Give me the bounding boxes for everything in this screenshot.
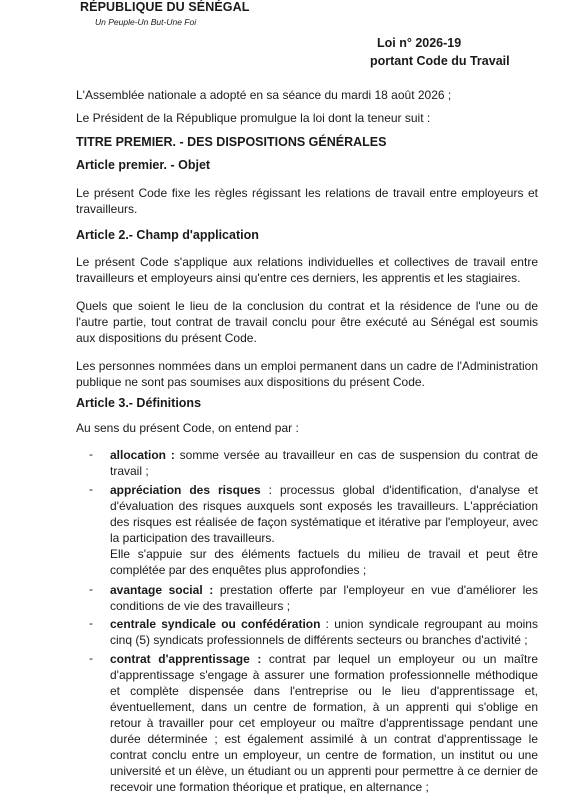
- definition-term: avantage social :: [110, 583, 214, 597]
- definition-text: somme versée au travailleur en cas de suspension du contrat de travail ;: [110, 448, 538, 478]
- article-1-heading: Article premier. - Objet: [76, 158, 211, 172]
- definition-term: contrat d'apprentissage :: [110, 652, 262, 666]
- article-2-heading: Article 2.- Champ d'application: [76, 228, 259, 242]
- list-bullet: -: [89, 482, 93, 496]
- article-1-text: Le présent Code fixe les règles régissant les relations de travail entre employeurs et travailleurs.: [76, 186, 538, 216]
- definition-text: : processus global d'identification, d'analyse et d'évaluation des risques auxquels sont exposés les travailleurs. L'appréciation des risques est réalisée de façon systématique et itérative par l'employeur, avec la participation des travailleurs.: [110, 483, 538, 545]
- article-3-heading: Article 3.- Définitions: [76, 396, 202, 410]
- article-2-paragraph-2: Quels que soient le lieu de la conclusion du contrat et la résidence de l'une ou de l'autre partie, tout contrat de travail conclu pour être exécuté au Sénégal est soumis aux dispositions du présent Code.: [76, 299, 538, 345]
- definition-extra-text: Elle s'appuie sur des éléments factuels du milieu de travail et peut être complétée par des enquêtes plus approfondies ;: [110, 547, 538, 577]
- definition-allocation: [110, 447, 538, 479]
- adoption-statement: L'Assemblée nationale a adopté en sa séance du mardi 18 août 2026 ;: [76, 88, 452, 102]
- definition-term: centrale syndicale ou confédération: [110, 617, 321, 631]
- law-number: Loi n° 2026-19: [377, 36, 462, 50]
- definition-text: : union syndicale regroupant au moins cinq (5) syndicats professionnels de différents secteurs ou branches d'activité ;: [110, 617, 538, 647]
- definition-avantage-social: [110, 582, 538, 614]
- list-bullet: -: [89, 582, 93, 596]
- definition-text: prestation offerte par l'employeur en vue d'améliorer les conditions de vie des travailleurs ;: [110, 583, 538, 613]
- republic-header: RÉPUBLIQUE DU SÉNÉGAL: [80, 0, 250, 14]
- definition-centrale-syndicale: [110, 616, 538, 648]
- title-one-heading: TITRE PREMIER. - DES DISPOSITIONS GÉNÉRALES: [76, 135, 387, 149]
- list-bullet: -: [89, 651, 93, 665]
- definition-appreciation-des-risques: [110, 482, 538, 578]
- definition-text: contrat par lequel un employeur ou un maître d'apprentissage s'engage à assurer une formation professionnelle méthodique et complète dispensée dans l'entreprise ou le lieu d'apprentissage et, éventuellement, dans un centre de formation, à un apprenti qui s'oblige en retour à travailler pour cet employeur ou maître d'apprentissage pendant une durée déterminée ; est également assimilé à un contrat d'apprentissage le contrat conclu entre un employeur, un centre de formation, un institut ou une université et un élève, un étudiant ou un apprenti pour permettre à ce dernier de recevoir une formation théorique et pratique, en alternance ;: [110, 652, 538, 794]
- definition-term: appréciation des risques: [110, 483, 261, 497]
- promulgation-statement: Le Président de la République promulgue la loi dont la teneur suit :: [76, 111, 431, 125]
- article-2-paragraph-1: Le présent Code s'applique aux relations individuelles et collectives de travail entre travailleurs et employeurs ainsi qu'entre ces derniers, les apprentis et les stagiaires.: [76, 255, 538, 285]
- definition-contrat-apprentissage: [110, 651, 538, 795]
- list-bullet: -: [89, 447, 93, 461]
- list-bullet: -: [89, 616, 93, 630]
- definition-term: allocation :: [110, 448, 175, 462]
- national-motto: Un Peuple-Un But-Une Foi: [95, 17, 197, 27]
- article-3-intro: Au sens du présent Code, on entend par :: [76, 421, 299, 435]
- law-title: portant Code du Travail: [370, 54, 510, 68]
- article-2-paragraph-3: Les personnes nommées dans un emploi permanent dans un cadre de l'Administration publique ne sont pas soumises aux dispositions du présent Code.: [76, 359, 538, 389]
